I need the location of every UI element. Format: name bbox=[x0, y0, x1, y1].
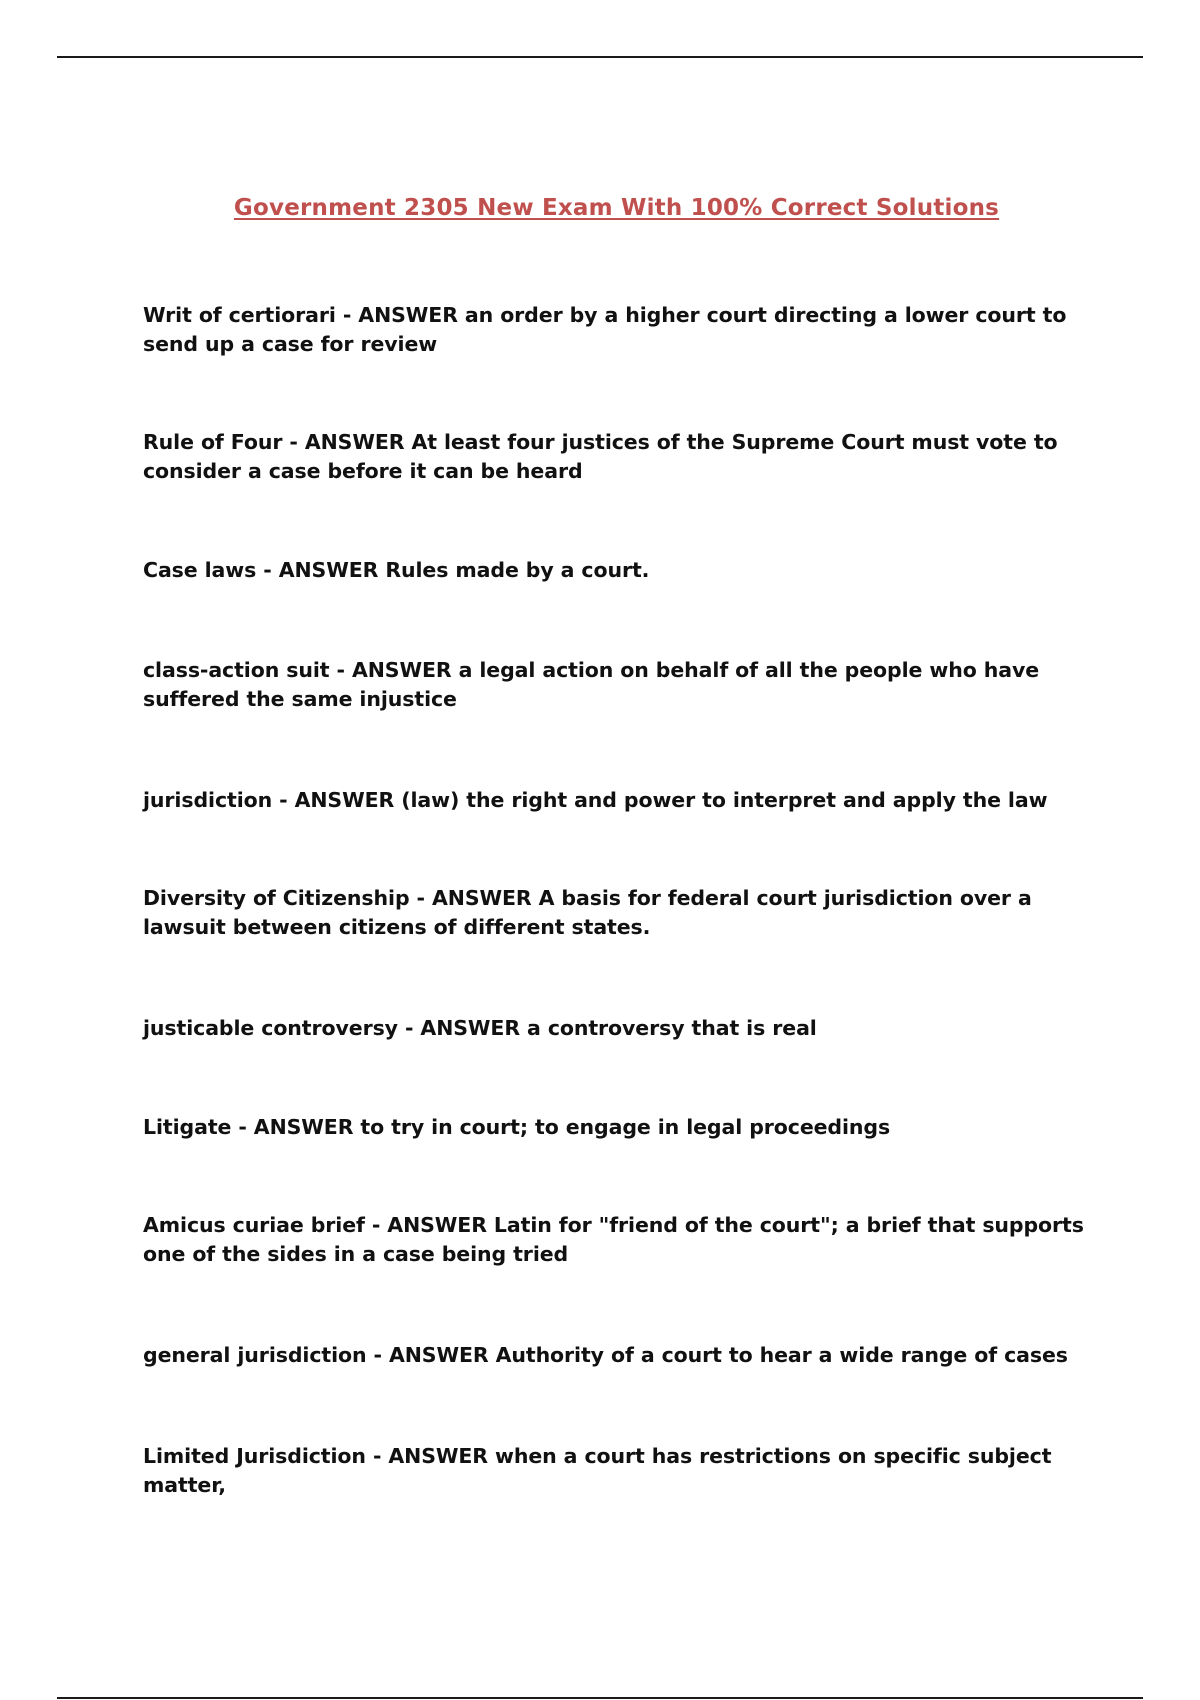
document-title: Government 2305 New Exam With 100% Correct Solutions bbox=[233, 195, 1000, 221]
qa-entry: Writ of certiorari - ANSWER an order by a higher court directing a lower court to send up a case for review bbox=[143, 303, 1067, 356]
qa-entry: jurisdiction - ANSWER (law) the right and power to interpret and apply the law bbox=[143, 788, 1048, 812]
qa-entry: Rule of Four - ANSWER At least four justices of the Supreme Court must vote to consider a case before it can be heard bbox=[143, 430, 1058, 483]
qa-entry: class-action suit - ANSWER a legal action on behalf of all the people who have suffered the same injustice bbox=[143, 658, 1040, 711]
top-rule bbox=[57, 56, 1143, 58]
qa-entry: justicable controversy - ANSWER a controversy that is real bbox=[143, 1016, 817, 1040]
bottom-rule bbox=[57, 1697, 1143, 1699]
qa-entry: Litigate - ANSWER to try in court; to engage in legal proceedings bbox=[143, 1115, 891, 1139]
qa-entry: general jurisdiction - ANSWER Authority of a court to hear a wide range of cases bbox=[143, 1343, 1068, 1367]
qa-entry: Amicus curiae brief - ANSWER Latin for "friend of the court"; a brief that supports one of the sides in a case being tried bbox=[143, 1213, 1084, 1266]
qa-entry: Case laws - ANSWER Rules made by a court. bbox=[143, 558, 650, 582]
qa-entry: Diversity of Citizenship - ANSWER A basis for federal court jurisdiction over a lawsuit between citizens of different states. bbox=[143, 886, 1032, 939]
qa-entry: Limited Jurisdiction - ANSWER when a court has restrictions on specific subject matter, bbox=[143, 1444, 1052, 1497]
